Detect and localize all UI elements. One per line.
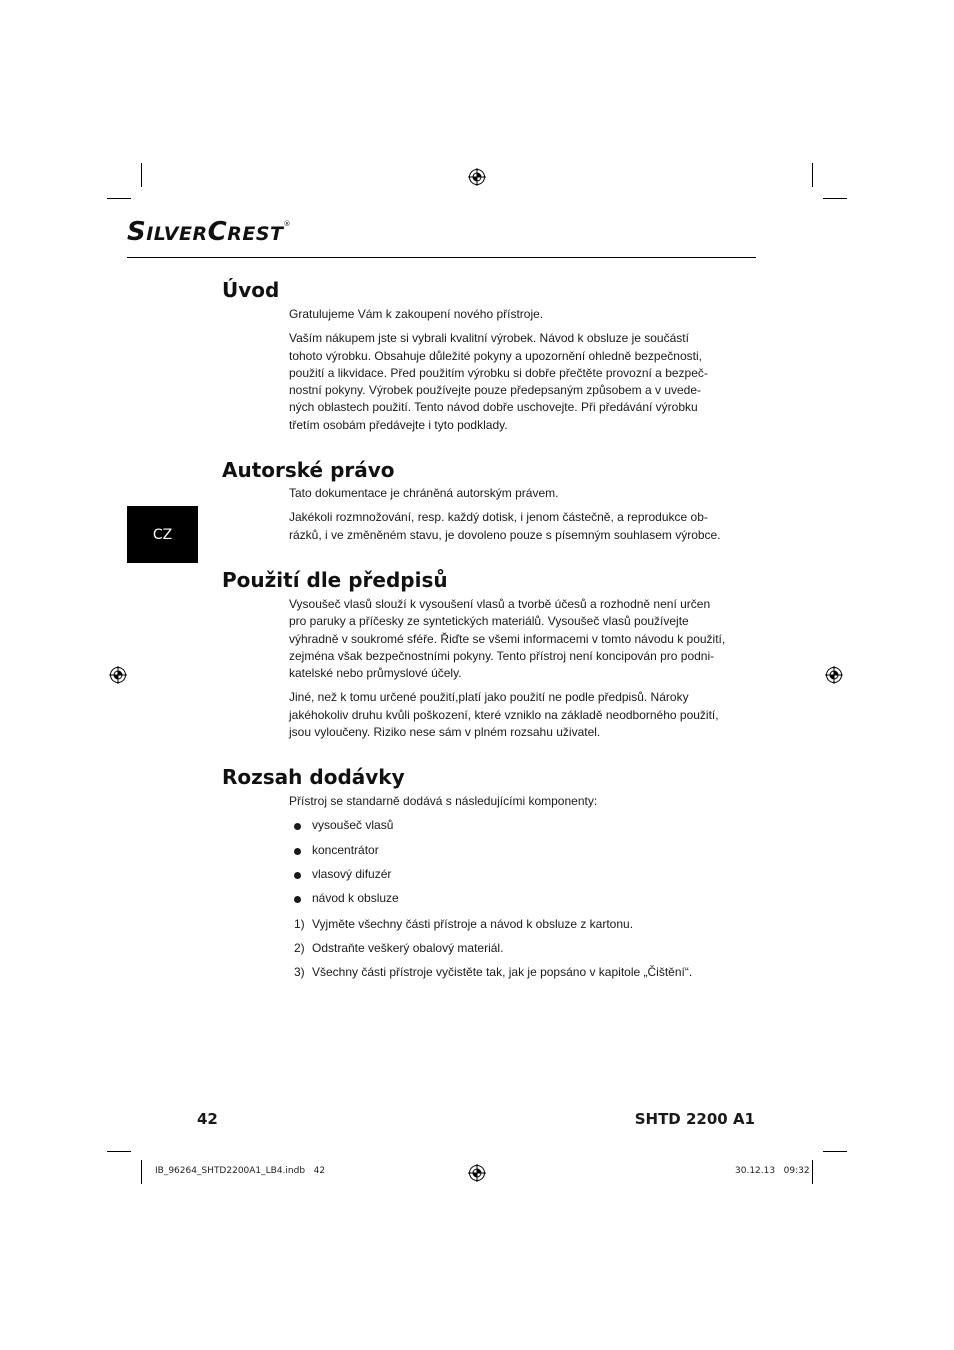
crop-mark-top-right-vertical: [812, 163, 813, 187]
section-body-uvod: [289, 306, 737, 434]
list-item-text: koncentrátor: [312, 843, 379, 857]
list-item-text: vysoušeč vlasů: [312, 818, 394, 832]
step-text: Odstraňte veškerý obalový materiál.: [312, 941, 504, 955]
paragraph: [289, 306, 737, 323]
text-line: jakéhokoliv druhu kvůli poškození, které vzniklo na základě neodborného použití,: [289, 707, 719, 722]
brand-word-1: ILVER: [146, 223, 208, 245]
text-line: Jakékoli rozmnožování, resp. každý dotisk, i jenom částečně, a reprodukce ob-: [289, 510, 708, 525]
bullet-dot-icon: [294, 896, 301, 903]
section-body-autorske-pravo: [289, 485, 737, 544]
slug-timestamp: 30.12.13 09:32: [735, 1166, 810, 1176]
crop-mark-top-left-vertical: [141, 163, 142, 187]
text-line: pro paruky a příčesky ze syntetických materiálů. Vysoušeč vlasů používejte: [289, 614, 689, 629]
bullet-dot-icon: [294, 848, 301, 855]
text-line: Tato dokumentace je chráněná autorským právem.: [289, 486, 559, 500]
text-line: použití a likvidace. Před použitím výrobku si dobře přečtěte provozní a bezpeč-: [289, 365, 708, 380]
text-line: nostní pokyny. Výrobek používejte pouze předepsaným způsobem a v uvede-: [289, 383, 702, 398]
page-number: 42: [197, 1110, 218, 1128]
crop-mark-bottom-right-horizontal: [823, 1151, 847, 1152]
crop-mark-top-right-horizontal: [823, 198, 847, 199]
text-line: ných oblastech použití. Tento návod dobře uschovejte. Při předávání výrobku: [289, 400, 698, 415]
text-line: rázků, i ve změněném stavu, je dovoleno pouze s písemným souhlasem výrobce.: [289, 527, 721, 542]
step-number: 2): [294, 941, 305, 955]
text-line: jsou vyloučeny. Riziko nese sám v plném rozsahu uživatel.: [289, 725, 601, 740]
step-text: Všechny části přístroje vyčistěte tak, jak je popsáno v kapitole „Čištění“.: [312, 965, 693, 979]
paragraph: [289, 509, 737, 544]
section-heading-rozsah: Rozsah dodávky: [222, 765, 405, 789]
text-line: katelské nebo průmyslové účely.: [289, 666, 462, 681]
brand-initial-2: C: [207, 217, 228, 247]
step-number: 1): [294, 917, 305, 931]
language-tab: CZ: [127, 506, 198, 563]
header-rule: [127, 257, 756, 258]
brand-logo: [127, 219, 291, 245]
text-line: výhradně v soukromé sféře. Řiďte se všemi informacemi v tomto návodu k použití,: [289, 631, 726, 646]
registration-mark-icon: [468, 168, 486, 186]
section-intro: Přístroj se standarně dodává s následujícími komponenty:: [289, 794, 598, 808]
step-text: Vyjměte všechny části přístroje a návod k obsluze z kartonu.: [312, 917, 634, 931]
brand-word-2: REST: [227, 223, 284, 245]
registration-mark-icon: [468, 1164, 486, 1182]
text-line: Gratulujeme Vám k zakoupení nového přístroje.: [289, 307, 544, 321]
crop-mark-top-left-horizontal: [107, 198, 131, 199]
crop-mark-bottom-right-vertical: [812, 1160, 813, 1184]
bullet-dot-icon: [294, 872, 301, 879]
section-heading-pouziti: Použití dle předpisů: [222, 568, 448, 592]
bullet-dot-icon: [294, 823, 301, 830]
section-heading-autorske-pravo: Autorské právo: [222, 458, 395, 482]
model-number: SHTD 2200 A1: [634, 1110, 755, 1128]
registration-mark-icon: [825, 666, 843, 684]
text-line: tohoto výrobku. Obsahuje důležité pokyny a upozornění ohledně bezpečnosti,: [289, 348, 702, 363]
text-line: zejména však bezpečnostními pokyny. Tento přístroj není koncipován pro podni-: [289, 648, 715, 663]
registered-mark: ®: [283, 220, 291, 228]
text-line: třetím osobám předávejte i tyto podklady.: [289, 417, 508, 432]
text-line: Vysoušeč vlasů slouží k vysoušení vlasů a tvorbě účesů a rozhodně není určen: [289, 597, 711, 611]
text-line: Jiné, než k tomu určené použití,platí jako použití ne podle předpisů. Nároky: [289, 690, 689, 705]
paragraph: [289, 596, 737, 682]
paragraph: [289, 330, 737, 434]
section-heading-uvod: Úvod: [222, 278, 280, 302]
registration-mark-icon: [109, 666, 127, 684]
crop-mark-bottom-left-horizontal: [107, 1151, 131, 1152]
paragraph: [289, 485, 737, 502]
list-item-text: návod k obsluze: [312, 891, 399, 905]
paragraph: [289, 689, 737, 741]
list-item-text: vlasový difuzér: [312, 867, 392, 881]
step-number: 3): [294, 965, 305, 979]
slug-file-name: IB_96264_SHTD2200A1_LB4.indb 42: [155, 1166, 326, 1176]
section-body-pouziti: [289, 596, 737, 741]
brand-initial-1: S: [127, 217, 147, 247]
text-line: Vaším nákupem jste si vybrali kvalitní výrobek. Návod k obsluze je součástí: [289, 331, 689, 346]
crop-mark-bottom-left-vertical: [141, 1160, 142, 1184]
